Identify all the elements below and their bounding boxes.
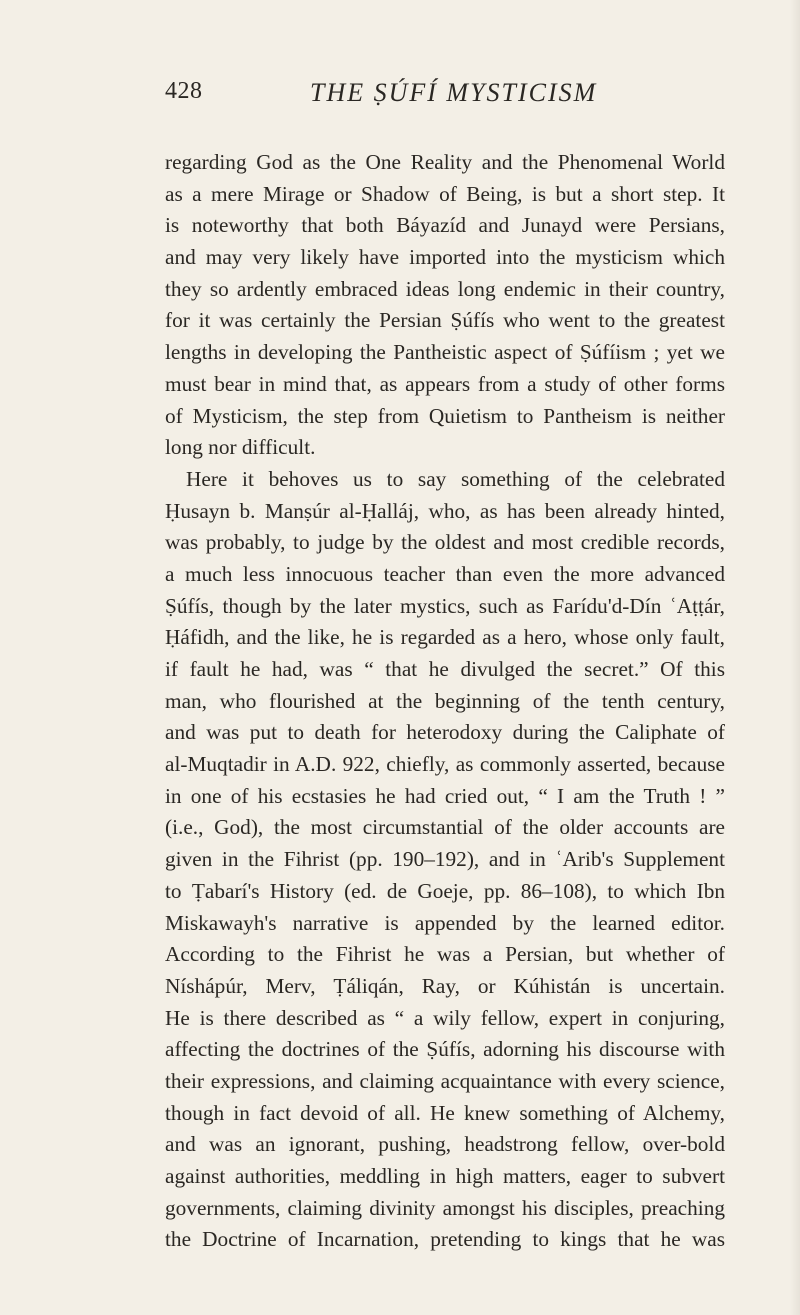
text-line: their expressions, and claiming acquaintance with every science, bbox=[165, 1068, 725, 1093]
text-line: governments, claiming divinity amongst his disciples, preaching bbox=[165, 1195, 725, 1220]
text-line: regarding God as the One Reality and the Phenomenal World bbox=[165, 150, 725, 174]
text-line: must bear in mind that, as appears from a study of other forms bbox=[165, 371, 725, 396]
text-line: given in the Fihrist (pp. 190–192), and in ʿArib's Supplement bbox=[165, 847, 725, 872]
text-line: if fault he had, was “ that he divulged the secret.” Of this bbox=[165, 657, 725, 681]
text-line: against authorities, meddling in high matters, eager to subvert bbox=[165, 1164, 725, 1188]
text-line: the Doctrine of Incarnation, pretending to kings that he was bbox=[165, 1227, 725, 1252]
page-number: 428 bbox=[165, 78, 203, 104]
text-line: as a mere Mirage or Shadow of Being, is but a short step. It bbox=[165, 181, 725, 206]
text-line: (i.e., God), the most circumstantial of the older accounts are bbox=[165, 815, 725, 840]
text-line: to Ṭabarí's History (ed. de Goeje, pp. 86–108), to which Ibn bbox=[165, 878, 725, 903]
text-line: Ḥusayn b. Manṣúr al-Ḥalláj, who, as has been already hinted, bbox=[165, 498, 725, 523]
text-line: Níshápúr, Merv, Ṭáliqán, Ray, or Kúhistán is uncertain. bbox=[165, 973, 725, 998]
text-line: though in fact devoid of all. He knew something of Alchemy, bbox=[165, 1100, 725, 1125]
text-line: and was put to death for heterodoxy during the Caliphate of bbox=[165, 720, 725, 745]
text-line: and was an ignorant, pushing, headstrong fellow, over-bold bbox=[165, 1132, 725, 1157]
text-line: in one of his ecstasies he had cried out, “ I am the Truth ! ” bbox=[165, 783, 725, 808]
running-title: THE ṢÚFÍ MYSTICISM bbox=[310, 78, 598, 107]
text-line: long nor difficult. bbox=[165, 435, 316, 460]
text-line: is noteworthy that both Báyazíd and Junayd were Persians, bbox=[165, 213, 725, 238]
text-line: a much less innocuous teacher than even the more advanced bbox=[165, 561, 725, 586]
text-line: they so ardently embraced ideas long endemic in their country, bbox=[165, 276, 725, 301]
text-line: He is there described as “ a wily fellow, expert in conjuring, bbox=[165, 1005, 725, 1030]
text-line: for it was certainly the Persian Ṣúfís who went to the greatest bbox=[165, 308, 725, 333]
text-line: man, who flourished at the beginning of the tenth century, bbox=[165, 688, 725, 713]
page-header bbox=[165, 78, 725, 128]
text-line: lengths in developing the Pantheistic aspect of Ṣúfíism ; yet we bbox=[165, 340, 725, 365]
page-edge-shadow bbox=[790, 0, 800, 1315]
text-line: of Mysticism, the step from Quietism to Pantheism is neither bbox=[165, 403, 725, 428]
text-line: Ḥáfidh, and the like, he is regarded as a hero, whose only fault, bbox=[165, 625, 725, 650]
text-line: According to the Fihrist he was a Persian, but whether of bbox=[165, 942, 725, 967]
text-line: affecting the doctrines of the Ṣúfís, adorning his discourse with bbox=[165, 1037, 725, 1062]
text-line: al-Muqtadir in A.D. 922, chiefly, as commonly asserted, because bbox=[165, 752, 725, 777]
text-line: Ṣúfís, though by the later mystics, such as Farídu'd-Dín ʿAṭṭár, bbox=[165, 593, 725, 618]
text-line: Here it behoves us to say something of the celebrated bbox=[186, 466, 725, 491]
text-line: was probably, to judge by the oldest and most credible records, bbox=[165, 530, 725, 555]
body-text bbox=[165, 147, 725, 1256]
text-line: Miskawayh's narrative is appended by the learned editor. bbox=[165, 910, 725, 935]
text-line: and may very likely have imported into the mysticism which bbox=[165, 245, 725, 270]
